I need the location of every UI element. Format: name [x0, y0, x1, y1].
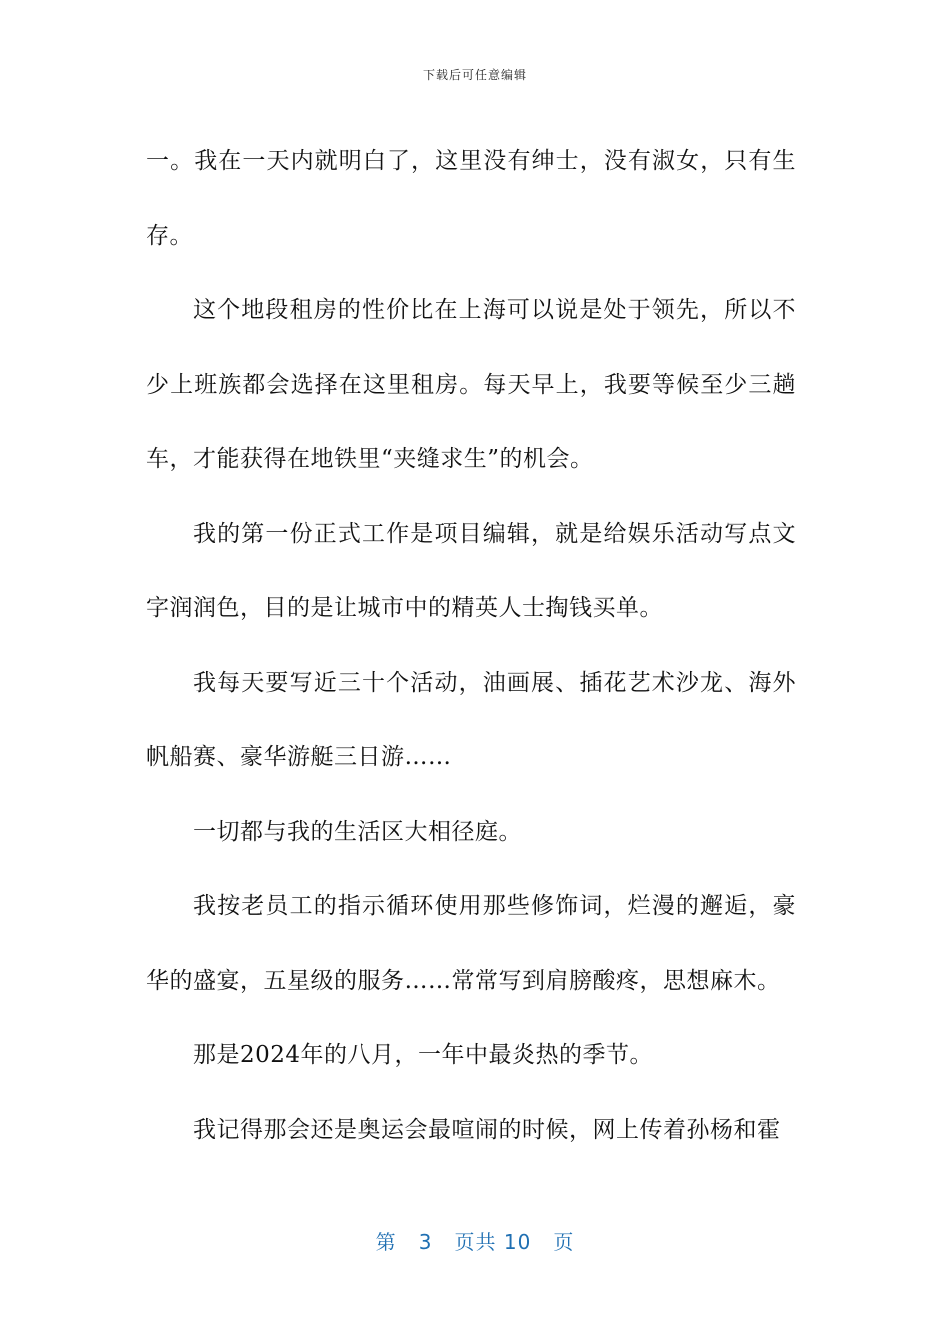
footer-current-page: 3 [418, 1230, 433, 1254]
footer-label-of: 页共 [454, 1230, 497, 1254]
paragraph: 这个地段租房的性价比在上海可以说是处于领先，所以不少上班族都会选择在这里租房。每天早上，我要等候至少三趟车，才能获得在地铁里“夹缝求生”的机会。 [146, 297, 796, 472]
page-footer [0, 1226, 950, 1255]
paragraph: 一切都与我的生活区大相径庭。 [193, 818, 522, 845]
document-body [146, 124, 796, 1167]
paragraph: 我记得那会还是奥运会最喧闹的时候，网上传着孙杨和霍 [193, 1116, 781, 1143]
footer-label-end: 页 [553, 1230, 575, 1254]
paragraph: 我每天要写近三十个活动，油画展、插花艺术沙龙、海外帆船赛、豪华游艇三日游…… [146, 669, 796, 770]
footer-total-pages: 10 [503, 1230, 532, 1254]
paragraph: 我的第一份正式工作是项目编辑，就是给娱乐活动写点文字润润色，目的是让城市中的精英人士掏钱买单。 [146, 520, 796, 621]
paragraph: 一。我在一天内就明白了，这里没有绅士，没有淑女，只有生存。 [146, 148, 796, 249]
footer-label-page: 第 [375, 1230, 397, 1254]
page-header-note: 下载后可任意编辑 [422, 68, 527, 82]
paragraph: 那是2024年的八月，一年中最炎热的季节。 [193, 1042, 654, 1068]
paragraph: 我按老员工的指示循环使用那些修饰词，烂漫的邂逅，豪华的盛宴，五星级的服务……常常写到肩膀酸疼，思想麻木。 [146, 893, 796, 994]
